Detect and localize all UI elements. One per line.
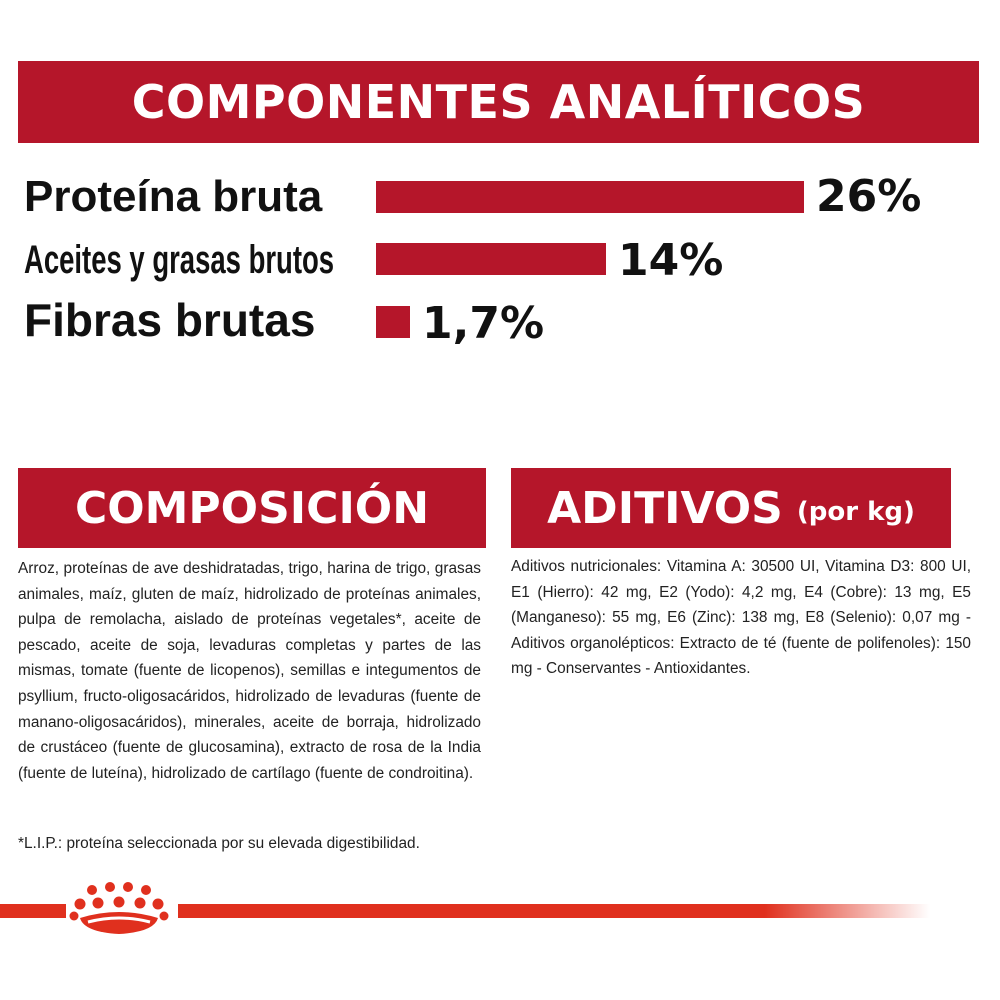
fiber-value: 1,7% bbox=[422, 298, 545, 349]
analytic-components-banner bbox=[18, 61, 979, 143]
fiber-bar bbox=[376, 306, 410, 338]
composition-banner bbox=[18, 468, 486, 548]
composition-text: Arroz, proteínas de ave deshidratadas, trigo, harina de trigo, grasas animales, maíz, gluten de maíz, hidrolizado de proteínas animales, pulpa de remolacha, aislado de proteínas vegetales*, aceite de pescado, aceite de soja, levaduras completas y partes de las mismas, tomate (fuente de licopenos), semillas e integumentos de psyllium, fructo-oligosacáridos, hidrolizado de levaduras (fuente de manano-oligosacáridos), minerales, aceite de borraja, hidrolizado de crustáceo (fuente de glucosamina), extracto de rosa de la India (fuente de luteína), hidrolizado de cartílago (fuente de condroitina). bbox=[18, 560, 481, 782]
additives-text: Aditivos nutricionales: Vitamina A: 30500 UI, Vitamina D3: 800 UI, E1 (Hierro): 42 mg, E2 (Yodo): 4,2 mg, E4 (Cobre): 13 mg, E5 (Manganeso): 55 mg, E6 (Zinc): 138 mg, E8 (Selenio): 0,07 mg - Aditivos organolépticos: Extracto de té (fuente de polifenoles): 150 mg - Conservantes - Antioxidantes. bbox=[511, 558, 971, 678]
composition-title: COMPOSICIÓN bbox=[74, 482, 430, 534]
footer-stripe-right bbox=[178, 904, 930, 918]
additives-banner bbox=[511, 468, 951, 548]
fats-bar bbox=[376, 243, 606, 275]
composition-footnote: *L.I.P.: proteína seleccionada por su elevada digestibilidad. bbox=[18, 835, 420, 852]
fiber-label: Fibras brutas bbox=[24, 294, 316, 346]
analytic-components-title: COMPONENTES ANALÍTICOS bbox=[131, 75, 866, 129]
royal-crown-logo-icon bbox=[66, 880, 178, 940]
protein-value: 26% bbox=[816, 171, 922, 222]
additives-title-suffix: (por kg) bbox=[796, 497, 915, 527]
additives-title: ADITIVOS bbox=[547, 482, 783, 534]
protein-bar bbox=[376, 181, 804, 213]
fats-label: Aceites y grasas brutos bbox=[24, 238, 335, 282]
fats-value: 14% bbox=[618, 235, 724, 286]
footer-stripe-left bbox=[0, 904, 66, 918]
protein-label: Proteína bruta bbox=[24, 172, 323, 221]
